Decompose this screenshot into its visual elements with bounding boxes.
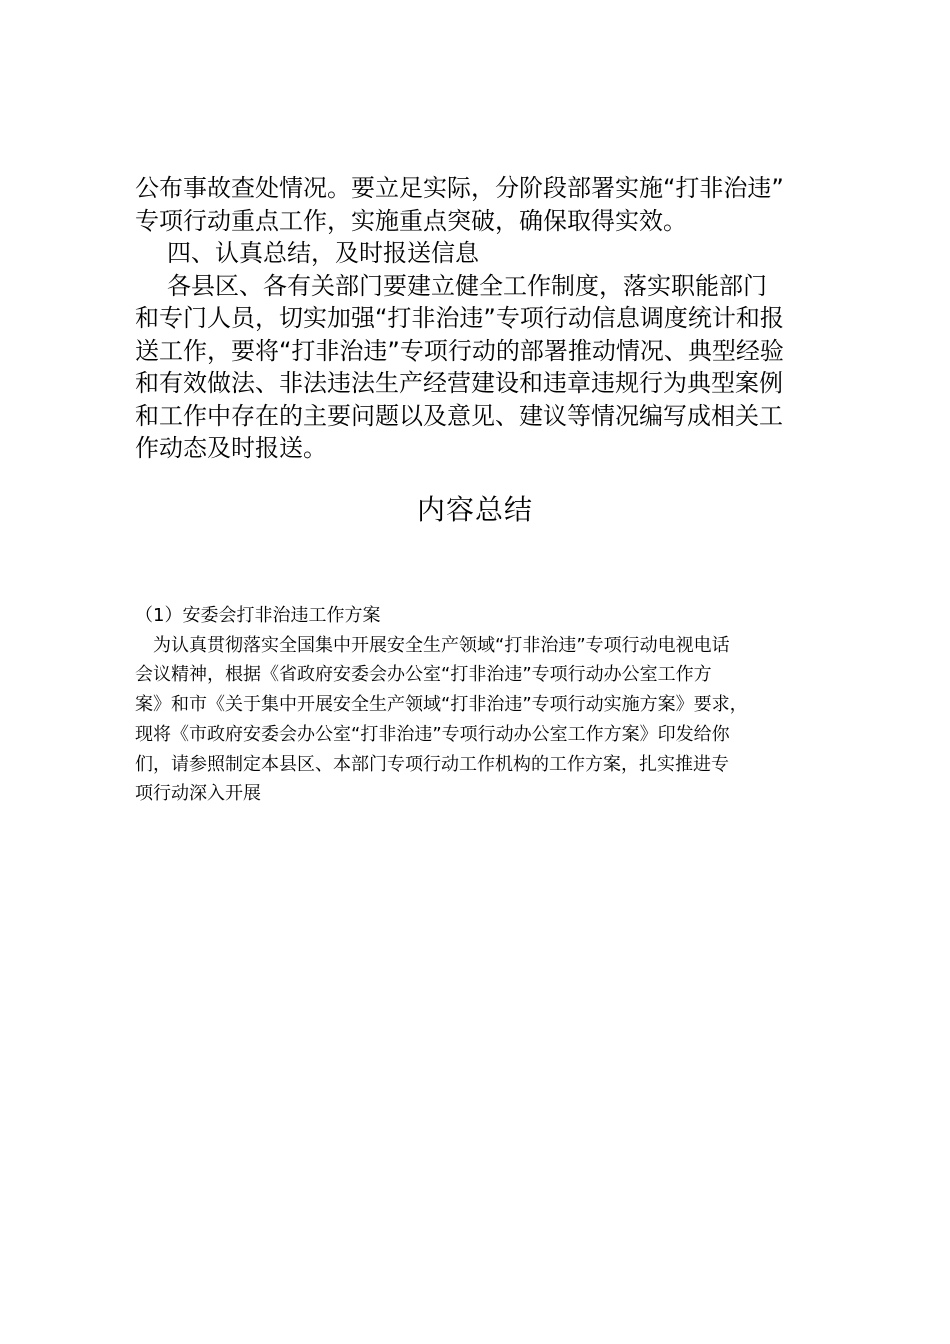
- summary-line: 项行动深入开展: [135, 783, 261, 805]
- section-heading: 四、认真总结，及时报送信息: [167, 239, 479, 267]
- summary-line: 为认真贯彻落实全国集中开展安全生产领域“打非治违”专项行动电视电话: [153, 634, 730, 656]
- body-line: 和工作中存在的主要问题以及意见、建议等情况编写成相关工: [135, 401, 783, 430]
- body-line: 和专门人员，切实加强“打非治违”专项行动信息调度统计和报: [135, 304, 784, 332]
- summary-line: 们，请参照制定本县区、本部门专项行动工作机构的工作方案，扎实推进专: [135, 753, 729, 775]
- summary-line: 会议精神，根据《省政府安委会办公室“打非治违”专项行动办公室工作方: [135, 664, 712, 686]
- body-line: 专项行动重点工作，实施重点突破，确保取得实效。: [135, 206, 687, 235]
- summary-section: [135, 601, 835, 809]
- summary-line: 现将《市政府安委会办公室“打非治违”专项行动办公室工作方案》印发给你: [135, 723, 730, 745]
- summary-heading: （1）安委会打非治违工作方案: [135, 605, 381, 626]
- body-text: [135, 172, 835, 465]
- body-line: 各县区、各有关部门要建立健全工作制度，落实职能部门: [167, 271, 767, 300]
- summary-title: 内容总结: [416, 493, 533, 526]
- body-line: 和有效做法、非法违法生产经营建设和违章违规行为典型案例: [135, 369, 783, 397]
- body-line: 公布事故查处情况。要立足实际，分阶段部署实施“打非治违”: [135, 174, 784, 202]
- body-line: 送工作，要将“打非治违”专项行动的部署推动情况、典型经验: [135, 336, 784, 365]
- body-line: 作动态及时报送。: [135, 434, 327, 462]
- summary-line: 案》和市《关于集中开展安全生产领域“打非治违”专项行动实施方案》要求，: [135, 694, 748, 716]
